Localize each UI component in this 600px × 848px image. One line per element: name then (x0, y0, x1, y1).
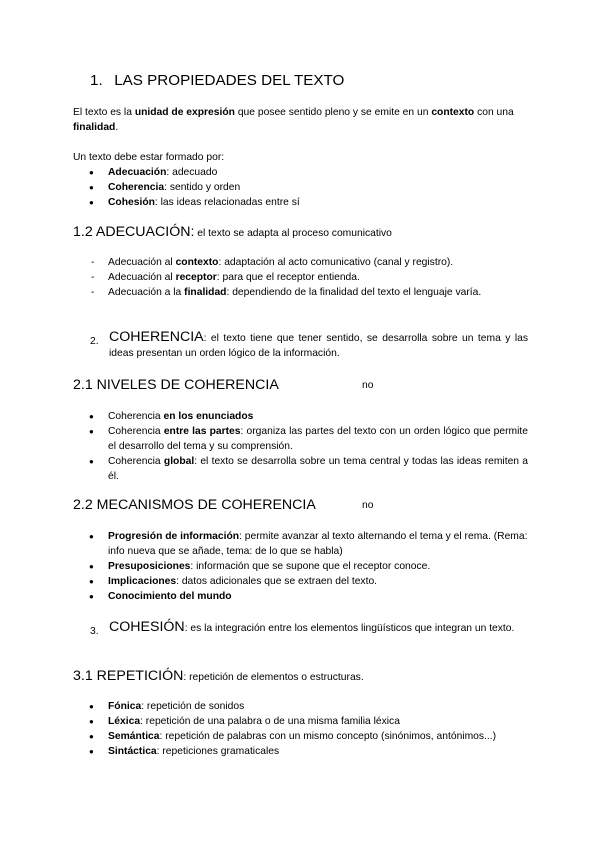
mecanismos-list (0, 529, 528, 604)
list-item: ● Implicaciones: datos adicionales que se extraen del texto. (0, 574, 528, 589)
adecuacion-list (0, 255, 481, 300)
intro-paragraph: El texto es la unidad de expresión que posee sentido pleno y se emite en un contexto con una finalidad. (73, 107, 514, 133)
list-item: ● Léxica: repetición de una palabra o de una misma familia léxica (0, 714, 540, 729)
list-item: ● Progresión de información: permite avanzar al texto alternando el tema y el rema. (Rema: info nueva que se añade, tema: de lo que se habla) (0, 529, 528, 559)
title-number: 1. (90, 72, 103, 89)
list-item: - Adecuación al receptor: para que el receptor entienda. (0, 270, 481, 285)
margin-note: no (362, 500, 374, 511)
section-heading-repeticion: 3.1 REPETICIÓN: repetición de elementos o estructuras. (73, 668, 364, 684)
list-item: ● Fónica: repetición de sonidos (0, 699, 540, 714)
list-item: ● Coherencia: sentido y orden (0, 180, 300, 195)
section-heading-cohesion: COHESIÓN (109, 619, 185, 635)
section-number: 2. (90, 336, 99, 347)
intro-list-lead: Un texto debe estar formado por: (73, 152, 225, 163)
section-heading-mecanismos: 2.2 MECANISMOS DE COHERENCIA (73, 497, 316, 513)
title-text: LAS PROPIEDADES DEL TEXTO (114, 72, 345, 89)
main-title (90, 72, 344, 90)
list-item: ● Coherencia entre las partes: organiza las partes del texto con un orden lógico que permite el desarrollo del tema y su comprensión. (0, 424, 528, 454)
section-heading-coherencia: COHERENCIA (109, 329, 204, 345)
list-item: ● Adecuación: adecuado (0, 165, 300, 180)
list-item: - Adecuación al contexto: adaptación al acto comunicativo (canal y registro). (0, 255, 481, 270)
section-coherencia: 2. COHERENCIA: el texto tiene que tener sentido, se desarrolla sobre un tema y las ideas presentan un orden lógico de la información. (90, 329, 528, 359)
section-number: 3. (90, 626, 99, 637)
list-item: ● Coherencia global: el texto se desarrolla sobre un tema central y todas las ideas remiten a él. (0, 454, 528, 484)
list-item: ● Presuposiciones: información que se supone que el receptor conoce. (0, 559, 528, 574)
list-item: ● Cohesión: las ideas relacionadas entre sí (0, 195, 300, 210)
list-item: ● Semántica: repetición de palabras con un mismo concepto (sinónimos, antónimos...) (0, 729, 540, 744)
properties-list (0, 165, 300, 210)
section-heading-adecuacion: 1.2 ADECUACIÓN: el texto se adapta al proceso comunicativo (73, 224, 392, 240)
niveles-list (0, 409, 528, 484)
list-item: ● Conocimiento del mundo (0, 589, 528, 604)
section-cohesion: 3. COHESIÓN: es la integración entre los elementos lingüísticos que integran un texto. (90, 619, 515, 637)
list-item: ● Sintáctica: repeticiones gramaticales (0, 744, 540, 759)
repeticion-list (0, 699, 540, 759)
list-item: ● Coherencia en los enunciados (0, 409, 528, 424)
section-heading-niveles: 2.1 NIVELES DE COHERENCIA (73, 377, 279, 393)
margin-note: no (362, 380, 374, 391)
list-item: - Adecuación a la finalidad: dependiendo de la finalidad del texto el lenguaje varía. (0, 285, 481, 300)
